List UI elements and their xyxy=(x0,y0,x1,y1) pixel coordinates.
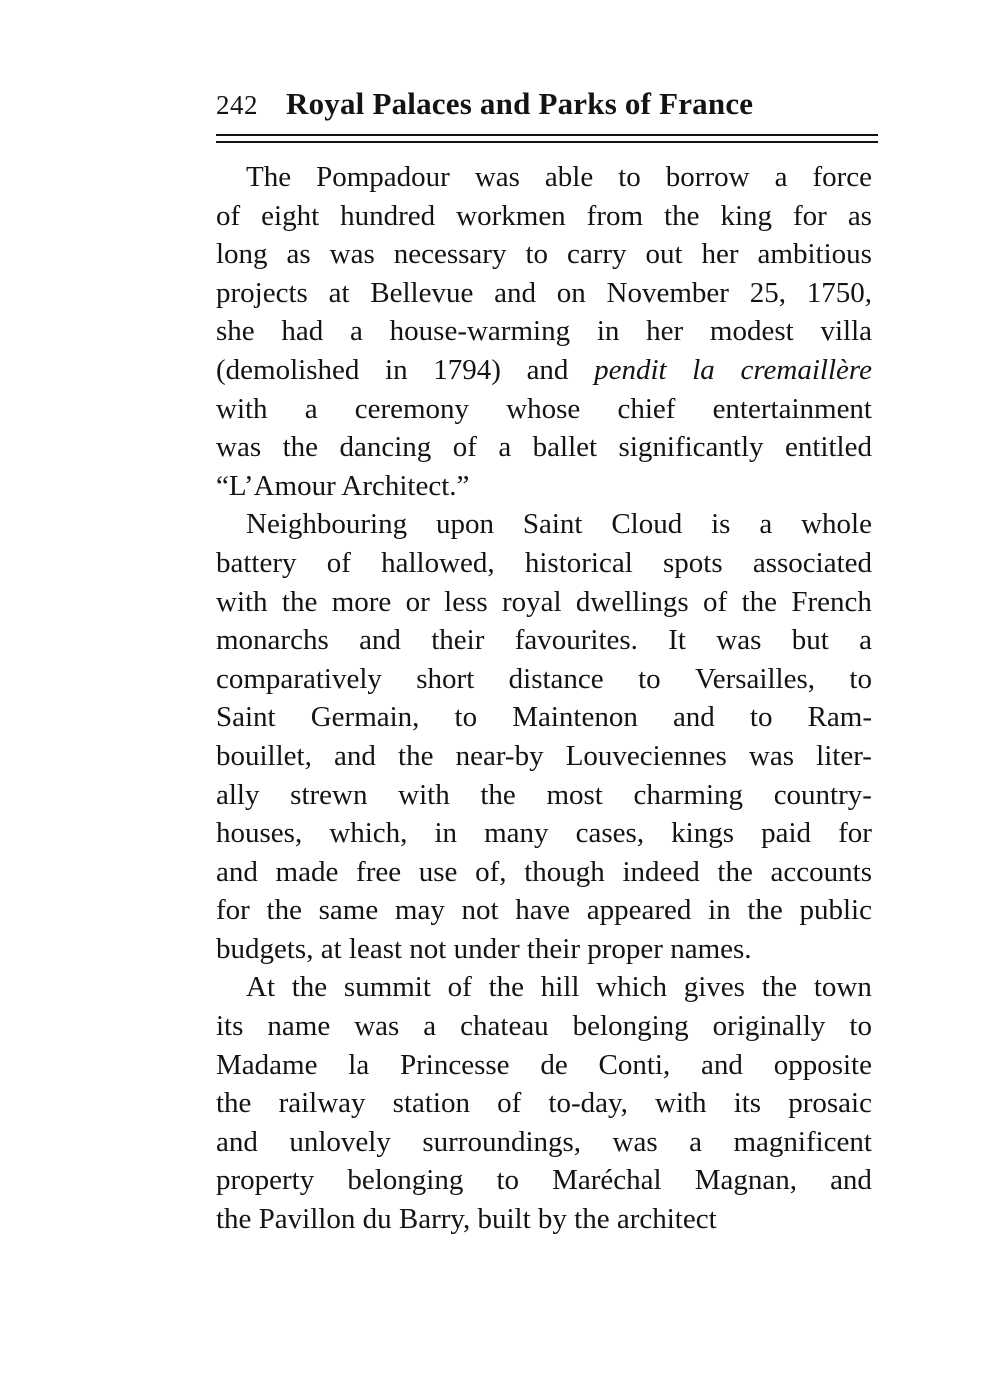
text-line: she had a house-warming in her modest villa xyxy=(216,315,872,348)
body-text xyxy=(216,158,872,1239)
text-line: and unlovely surroundings, was a magnificent xyxy=(216,1125,872,1158)
text-line: houses, which, in many cases, kings paid for xyxy=(216,817,872,850)
text-line: the Pavillon du Barry, built by the architect xyxy=(216,1203,717,1236)
text-line: bouillet, and the near-by Louveciennes was liter- xyxy=(216,739,872,772)
text-line: long as was necessary to carry out her ambitious xyxy=(216,238,872,271)
text-line: with the more or less royal dwellings of the French xyxy=(216,585,872,618)
text-line: “L’Amour Architect.” xyxy=(216,469,470,502)
text-line: The Pompadour was able to borrow a force xyxy=(246,161,872,193)
text-line: was the dancing of a ballet significantly entitled xyxy=(216,431,872,464)
text-line: of eight hundred workmen from the king for as xyxy=(216,199,872,232)
text-line: (demolished in 1794) and pendit la cremaillère xyxy=(216,353,872,386)
running-header xyxy=(216,82,878,134)
text-line: comparatively short distance to Versailles, to xyxy=(216,662,872,695)
text-line: battery of hallowed, historical spots associated xyxy=(216,546,872,579)
paragraph xyxy=(216,968,872,1238)
text-line: projects at Bellevue and on November 25, 1750, xyxy=(216,276,872,309)
running-title: Royal Palaces and Parks of France xyxy=(286,86,754,121)
text-line: Neighbouring upon Saint Cloud is a whole xyxy=(246,508,872,541)
text-line: the railway station of to-day, with its prosaic xyxy=(216,1087,872,1120)
text-line: monarchs and their favourites. It was but a xyxy=(216,624,872,657)
header-rule-top xyxy=(216,134,878,136)
text-line: for the same may not have appeared in the public xyxy=(216,894,872,927)
text-line: ally strewn with the most charming country- xyxy=(216,778,872,811)
text-line: budgets, at least not under their proper names. xyxy=(216,932,752,965)
paragraph xyxy=(216,505,872,968)
page-number: 242 xyxy=(216,90,258,120)
text-line: and made free use of, though indeed the accounts xyxy=(216,855,872,888)
text-line: Madame la Princesse de Conti, and opposite xyxy=(216,1048,872,1081)
text-line: with a ceremony whose chief entertainment xyxy=(216,392,872,425)
paragraph xyxy=(216,158,872,505)
text-line: Saint Germain, to Maintenon and to Ram- xyxy=(216,701,872,734)
text-line: its name was a chateau belonging originally to xyxy=(216,1010,872,1043)
header-rule-bottom xyxy=(216,141,878,143)
text-line: property belonging to Maréchal Magnan, and xyxy=(216,1164,872,1197)
text-line: At the summit of the hill which gives the town xyxy=(246,971,872,1004)
